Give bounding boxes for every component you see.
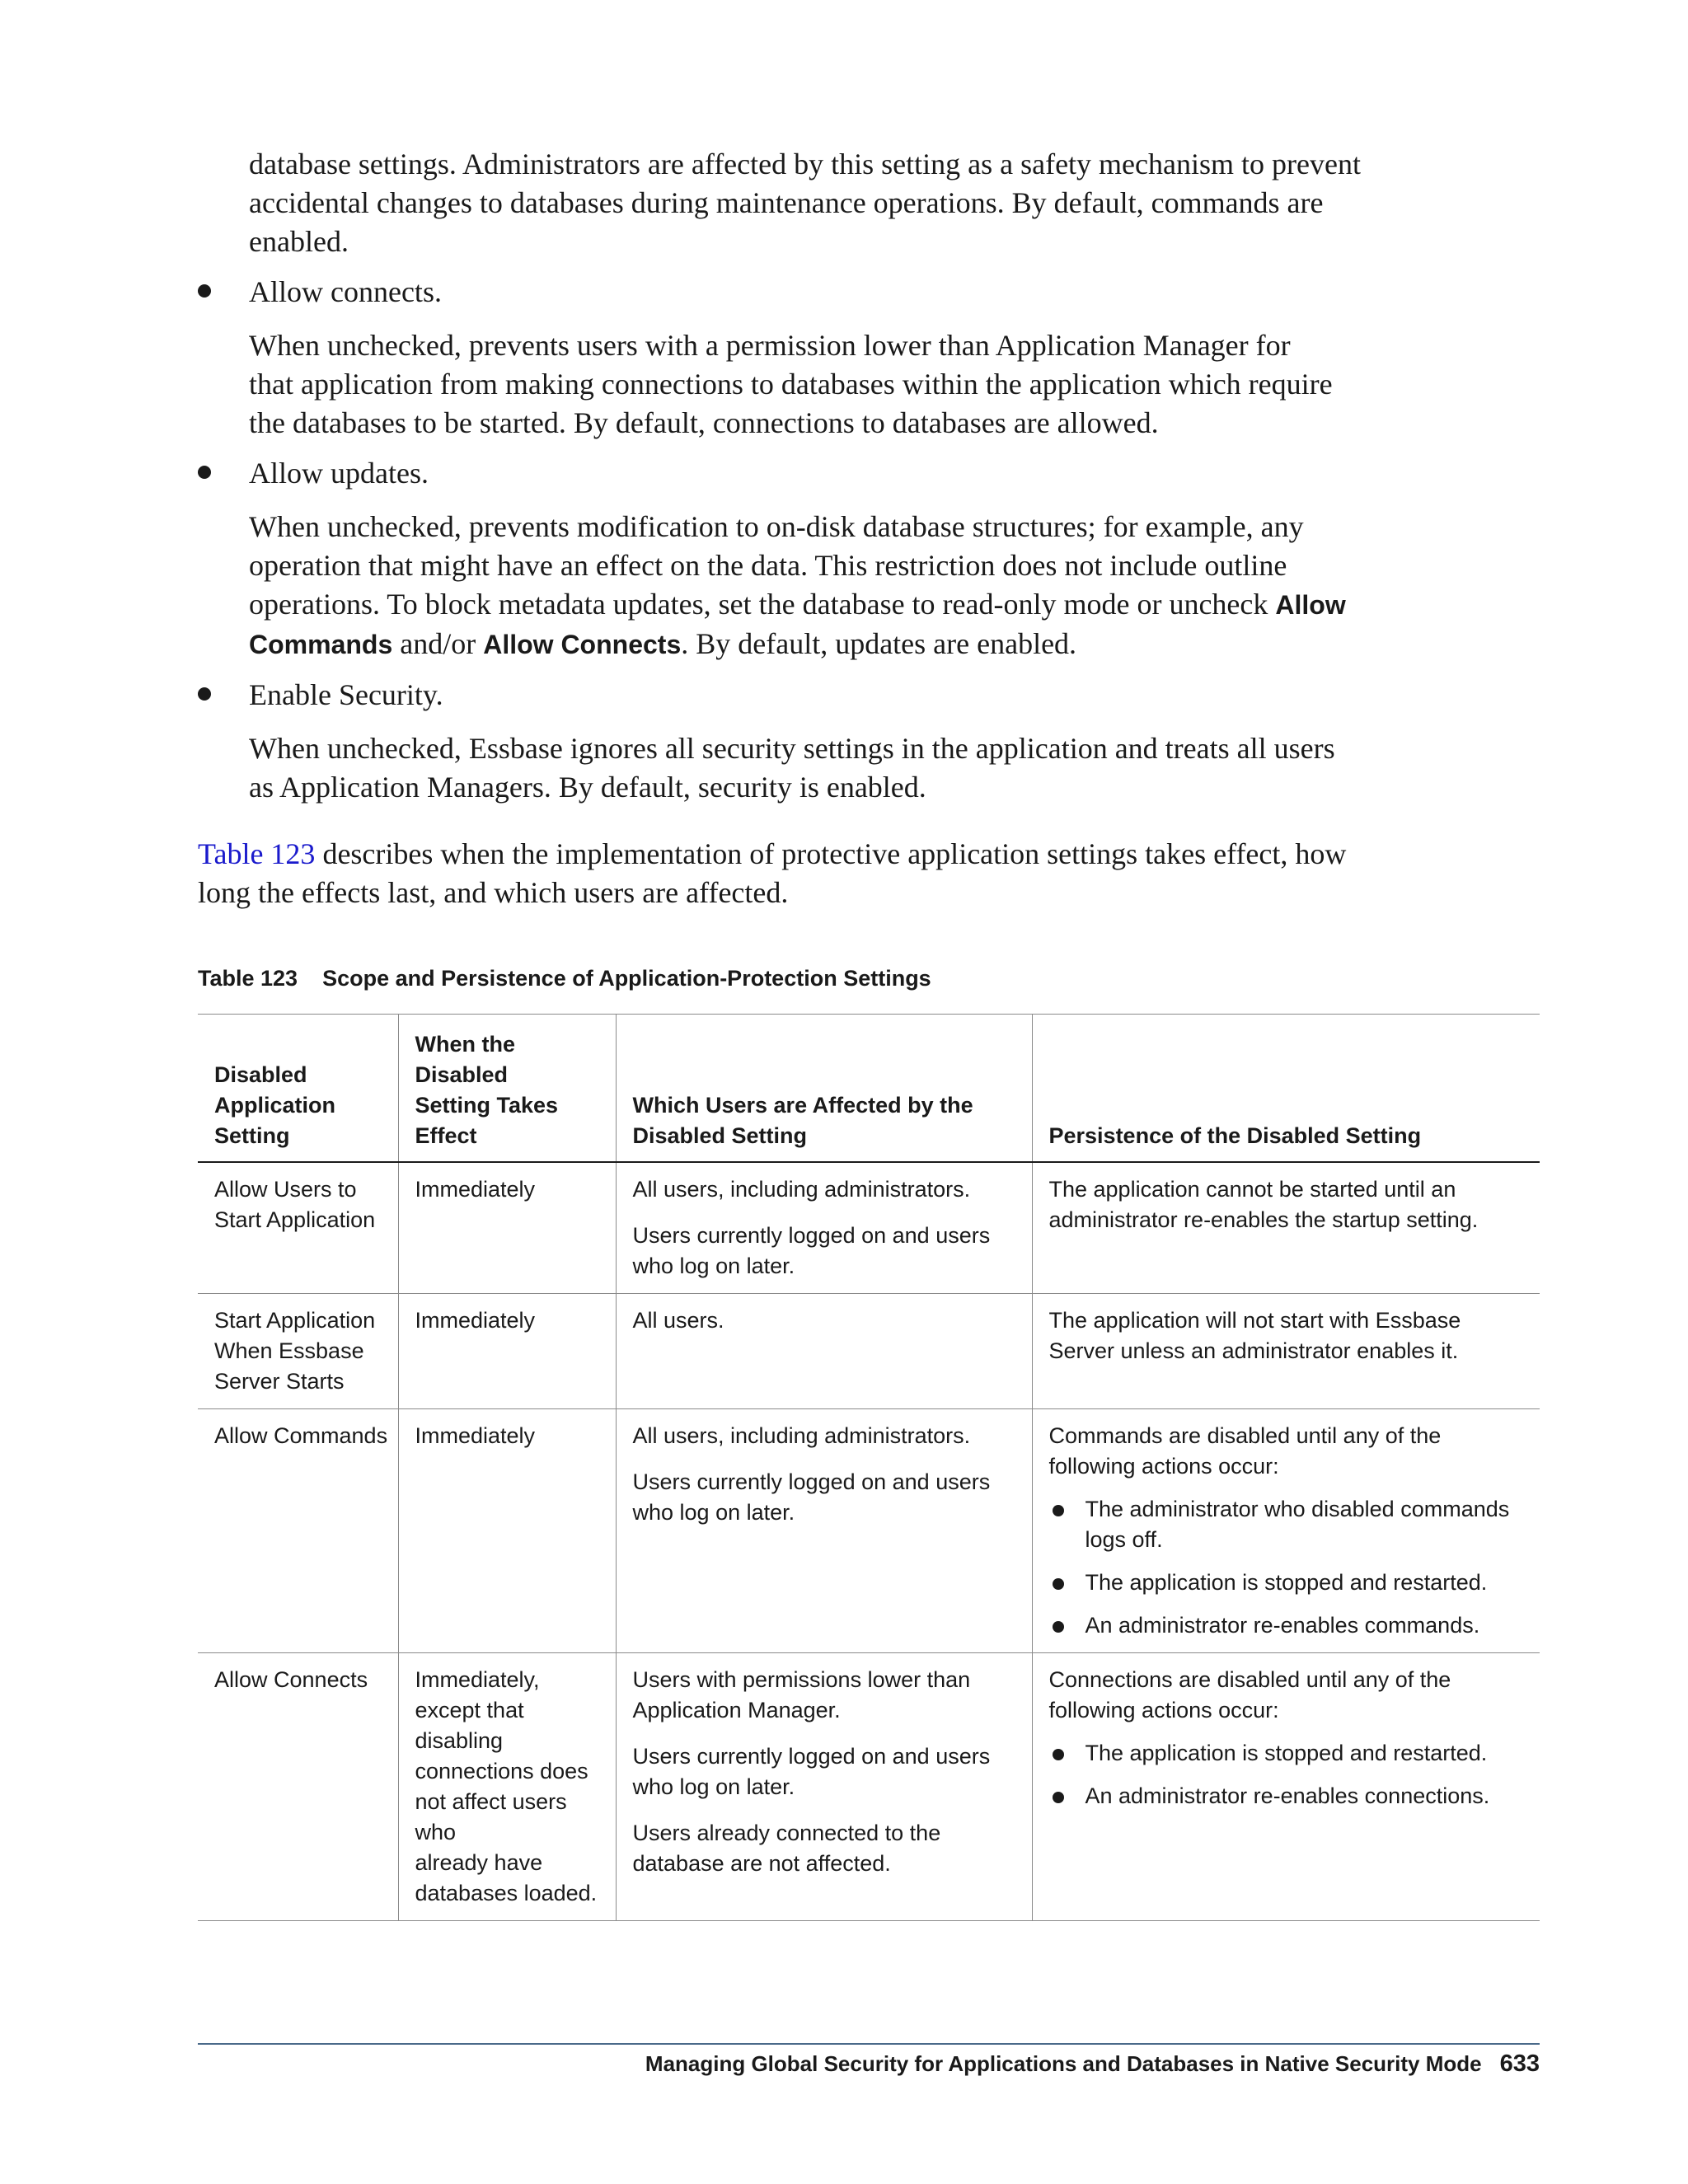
text-span: operations. To block metadata updates, set the database to read-only mode or uncheck bbox=[249, 588, 1276, 621]
cell-paragraph: Users currently logged on and users who log on later. bbox=[632, 1744, 991, 1799]
header-line: Setting bbox=[214, 1123, 290, 1148]
bullet-allow-updates bbox=[198, 454, 1541, 493]
cell-paragraph: The application cannot be started until an administrator re-enables the startup setting. bbox=[1048, 1177, 1479, 1232]
table-reference-paragraph bbox=[198, 835, 1541, 874]
cell-line: databases loaded. bbox=[415, 1881, 598, 1905]
header-line: Disabled bbox=[214, 1062, 307, 1087]
table-link[interactable]: Table 123 bbox=[198, 837, 316, 870]
cell-paragraph: The application will not start with Essbase Server unless an administrator enables it. bbox=[1048, 1308, 1461, 1363]
cell-paragraph: Connections are disabled until any of the following actions occur: bbox=[1048, 1667, 1451, 1722]
table-row bbox=[198, 1653, 1540, 1921]
cell-paragraph: Commands are disabled until any of the following actions occur: bbox=[1048, 1423, 1442, 1479]
cell-paragraph: Users with permissions lower than Application Manager. bbox=[632, 1667, 971, 1722]
text-span: describes when the implementation of protective application settings takes effect, how bbox=[315, 837, 1347, 870]
table-caption bbox=[198, 966, 931, 991]
cell-persistence bbox=[1032, 1162, 1540, 1294]
ui-keyword: Allow Connects bbox=[483, 630, 682, 659]
text-line bbox=[249, 625, 1541, 664]
bullet-icon bbox=[198, 284, 211, 298]
cell-line: Start Application bbox=[214, 1308, 376, 1333]
cell-line: Start Application bbox=[214, 1207, 376, 1232]
cell-line: Server Starts bbox=[214, 1369, 345, 1394]
text-line: When unchecked, Essbase ignores all security settings in the application and treats all users bbox=[249, 732, 1335, 765]
table-row bbox=[198, 1294, 1540, 1409]
table-row bbox=[198, 1409, 1540, 1653]
page-number: 633 bbox=[1499, 2050, 1540, 2077]
cell-paragraph: All users. bbox=[632, 1308, 724, 1333]
table-caption-label: Table 123 bbox=[198, 966, 298, 991]
text-span: . By default, updates are enabled. bbox=[681, 627, 1077, 660]
cell-line: disabling bbox=[415, 1728, 504, 1753]
bullet-icon bbox=[198, 466, 211, 479]
cell-line: Immediately bbox=[415, 1308, 536, 1333]
cell-paragraph: All users, including administrators. bbox=[632, 1177, 971, 1202]
footer-rule bbox=[198, 2043, 1540, 2045]
bullet-body-allow-updates bbox=[249, 508, 1541, 664]
cell-line: Immediately bbox=[415, 1177, 536, 1202]
text-line: the databases to be started. By default, connections to databases are allowed. bbox=[249, 406, 1159, 439]
text-line: long the effects last, and which users are affected. bbox=[198, 876, 789, 909]
cell-line: Allow Users to bbox=[214, 1177, 357, 1202]
cell-users bbox=[616, 1409, 1032, 1653]
text-line: as Application Managers. By default, security is enabled. bbox=[249, 771, 926, 804]
table-body bbox=[198, 1162, 1540, 1921]
text-span: and/or bbox=[392, 627, 484, 660]
cell-bullet-list bbox=[1049, 1494, 1531, 1641]
bullet-body-allow-connects bbox=[249, 326, 1541, 443]
cell-persistence bbox=[1032, 1653, 1540, 1921]
header-line: Disabled Setting bbox=[632, 1123, 808, 1148]
cell-line: connections does bbox=[415, 1759, 588, 1783]
text-line: When unchecked, prevents users with a permission lower than Application Manager for bbox=[249, 329, 1291, 362]
cell-paragraph: Users currently logged on and users who log on later. bbox=[632, 1469, 991, 1525]
table-header-row bbox=[198, 1015, 1540, 1163]
table-caption-title: Scope and Persistence of Application-Protection Settings bbox=[322, 966, 931, 991]
ui-keyword: Commands bbox=[249, 630, 393, 659]
cell-line: already have bbox=[415, 1850, 543, 1875]
header-line: Effect bbox=[415, 1123, 477, 1148]
column-header bbox=[198, 1015, 398, 1163]
text-line: When unchecked, prevents modification to on-disk database structures; for example, any bbox=[249, 510, 1304, 543]
bullet-title: Enable Security. bbox=[249, 678, 443, 711]
text-line: that application from making connections to databases within the application which require bbox=[249, 368, 1333, 401]
cell-bullet-list bbox=[1049, 1738, 1531, 1811]
cell-takes-effect bbox=[398, 1294, 616, 1409]
bullet-enable-security bbox=[198, 676, 1541, 715]
cell-paragraph: All users, including administrators. bbox=[632, 1423, 971, 1448]
bullet-allow-connects bbox=[198, 273, 1541, 312]
cell-bullet-item: An administrator re-enables connections. bbox=[1049, 1781, 1531, 1811]
cell-bullet-item: An administrator re-enables commands. bbox=[1049, 1610, 1531, 1641]
cell-takes-effect bbox=[398, 1162, 616, 1294]
cell-bullet-item: The administrator who disabled commands logs off. bbox=[1049, 1494, 1531, 1555]
column-header bbox=[398, 1015, 616, 1163]
bullet-body-enable-security bbox=[249, 729, 1541, 807]
header-line: When the Disabled bbox=[415, 1032, 515, 1087]
cell-persistence bbox=[1032, 1294, 1540, 1409]
cell-line: Allow Commands bbox=[214, 1423, 388, 1448]
text-line bbox=[249, 585, 1541, 625]
bullet-title: Allow updates. bbox=[249, 457, 429, 490]
cell-users bbox=[616, 1294, 1032, 1409]
header-line: Setting Takes bbox=[415, 1093, 559, 1118]
cell-users bbox=[616, 1653, 1032, 1921]
cell-line: Immediately bbox=[415, 1423, 536, 1448]
cell-takes-effect bbox=[398, 1409, 616, 1653]
text-line: database settings. Administrators are affected by this setting as a safety mechanism to prevent bbox=[249, 148, 1361, 180]
footer-title: Managing Global Security for Applications and Databases in Native Security Mode bbox=[645, 2051, 1482, 2076]
table-row bbox=[198, 1162, 1540, 1294]
ui-keyword: Allow bbox=[1275, 590, 1346, 620]
bullet-icon bbox=[198, 687, 211, 701]
protection-settings-table bbox=[198, 1014, 1540, 1921]
cell-takes-effect bbox=[398, 1653, 616, 1921]
header-line: Which Users are Affected by the bbox=[632, 1093, 973, 1118]
header-line: Persistence of the Disabled Setting bbox=[1048, 1123, 1422, 1148]
header-line: Application bbox=[214, 1093, 335, 1118]
cell-bullet-item: The application is stopped and restarted. bbox=[1049, 1568, 1531, 1598]
cell-line: not affect users who bbox=[415, 1789, 567, 1844]
cell-paragraph: Users already connected to the database are not affected. bbox=[632, 1821, 941, 1876]
cell-paragraph: Users currently logged on and users who log on later. bbox=[632, 1223, 991, 1278]
cell-setting bbox=[198, 1653, 398, 1921]
cell-setting bbox=[198, 1162, 398, 1294]
cell-line: Immediately, bbox=[415, 1667, 540, 1692]
column-header bbox=[616, 1015, 1032, 1163]
cell-setting bbox=[198, 1294, 398, 1409]
cell-users bbox=[616, 1162, 1032, 1294]
column-header bbox=[1032, 1015, 1540, 1163]
cell-setting bbox=[198, 1409, 398, 1653]
cell-line: except that bbox=[415, 1698, 524, 1722]
text-line: operation that might have an effect on the data. This restriction does not include outline bbox=[249, 549, 1287, 582]
cell-persistence bbox=[1032, 1409, 1540, 1653]
body-text bbox=[198, 145, 1541, 912]
text-line: enabled. bbox=[249, 225, 349, 258]
cell-line: Allow Connects bbox=[214, 1667, 368, 1692]
text-line: accidental changes to databases during maintenance operations. By default, commands are bbox=[249, 186, 1324, 219]
cell-line: When Essbase bbox=[214, 1338, 364, 1363]
intro-paragraph bbox=[249, 145, 1541, 261]
page-footer bbox=[645, 2050, 1540, 2078]
bullet-title: Allow connects. bbox=[249, 275, 442, 308]
cell-bullet-item: The application is stopped and restarted. bbox=[1049, 1738, 1531, 1769]
